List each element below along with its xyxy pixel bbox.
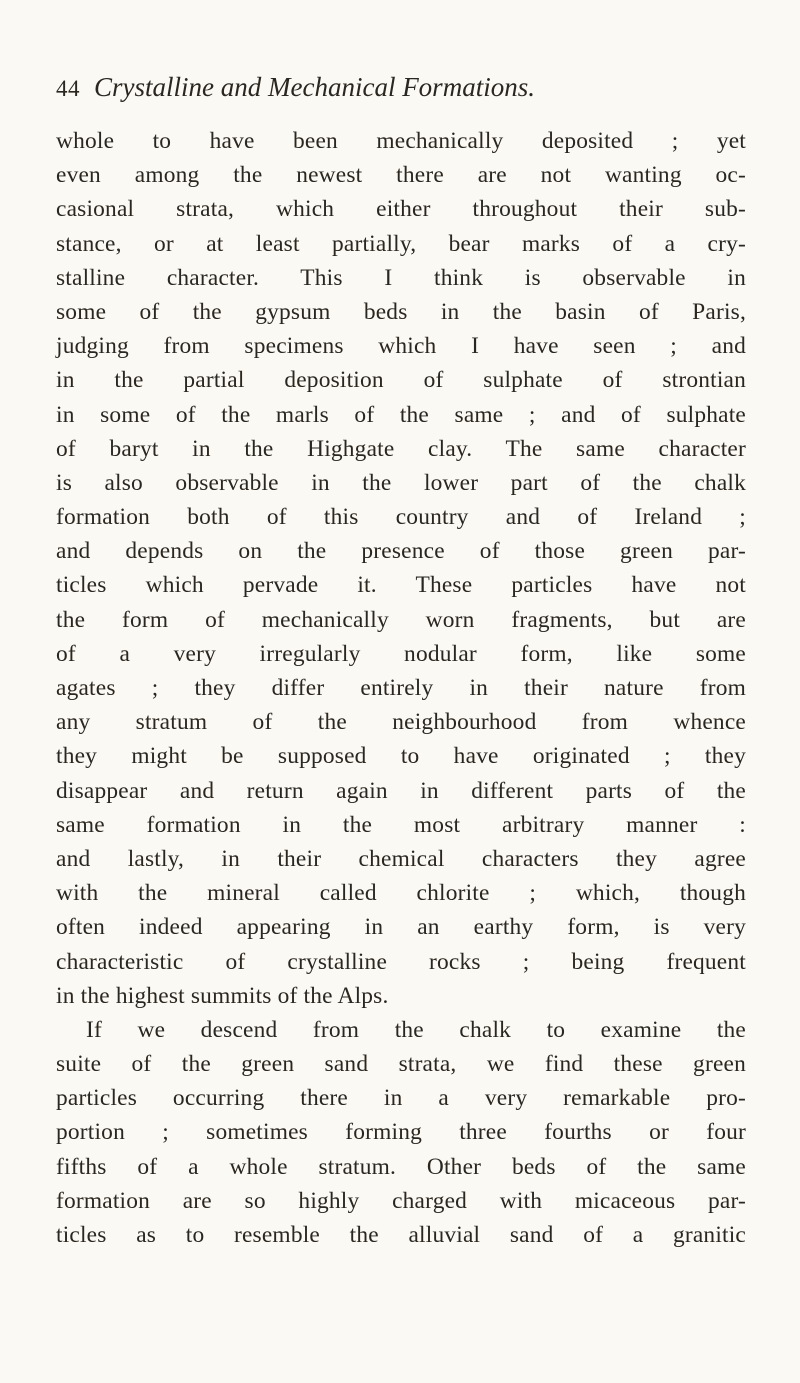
text-line: casional strata, which either throughout their sub- xyxy=(56,196,746,223)
page-number: 44 xyxy=(56,76,80,101)
text-line: stalline character. This I think is observable in xyxy=(56,264,746,291)
text-line: and lastly, in their chemical characters they agree xyxy=(56,845,746,872)
body-text xyxy=(56,124,746,1252)
text-line: of baryt in the Highgate clay. The same character xyxy=(56,435,746,462)
text-line: any stratum of the neighbourhood from whence xyxy=(56,709,746,736)
text-line: some of the gypsum beds in the basin of Paris, xyxy=(56,298,746,325)
text-line: disappear and return again in different parts of the xyxy=(56,777,746,804)
text-line: formation both of this country and of Ireland ; xyxy=(56,504,746,531)
text-line: the form of mechanically worn fragments, but are xyxy=(56,606,746,633)
text-line: stance, or at least partially, bear marks of a cry- xyxy=(56,230,746,257)
paragraph-end-line: in the highest summits of the Alps. xyxy=(56,982,389,1009)
text-line: often indeed appearing in an earthy form, is very xyxy=(56,914,746,941)
text-line: and depends on the presence of those green par- xyxy=(56,538,746,565)
text-line: judging from specimens which I have seen ; and xyxy=(56,333,746,360)
text-line: formation are so highly charged with micaceous par- xyxy=(56,1187,746,1214)
text-line: whole to have been mechanically deposited ; yet xyxy=(56,128,746,154)
text-line: in some of the marls of the same ; and of sulphate xyxy=(56,401,746,428)
paragraph-start-line: If we descend from the chalk to examine the xyxy=(86,1016,746,1043)
text-line: portion ; sometimes forming three fourths or four xyxy=(56,1119,746,1146)
text-line: fifths of a whole stratum. Other beds of the same xyxy=(56,1153,746,1180)
text-line: even among the newest there are not wanting oc- xyxy=(56,162,746,189)
text-line: same formation in the most arbitrary manner : xyxy=(56,811,746,838)
text-line: is also observable in the lower part of the chalk xyxy=(56,469,746,496)
text-line: particles occurring there in a very remarkable pro- xyxy=(56,1085,746,1112)
text-line: agates ; they differ entirely in their nature from xyxy=(56,675,746,701)
text-line: in the partial deposition of sulphate of strontian xyxy=(56,367,746,394)
text-line: suite of the green sand strata, we find these green xyxy=(56,1051,746,1078)
text-line: they might be supposed to have originated ; they xyxy=(56,743,746,770)
text-line: characteristic of crystalline rocks ; being frequent xyxy=(56,948,746,975)
page-header xyxy=(56,72,706,112)
text-line: ticles which pervade it. These particles have not xyxy=(56,572,746,599)
text-line: with the mineral called chlorite ; which, though xyxy=(56,880,746,907)
text-line: of a very irregularly nodular form, like some xyxy=(56,640,746,667)
text-line: ticles as to resemble the alluvial sand of a granitic xyxy=(56,1222,746,1248)
running-title: Crystalline and Mechanical Formations. xyxy=(94,72,535,102)
